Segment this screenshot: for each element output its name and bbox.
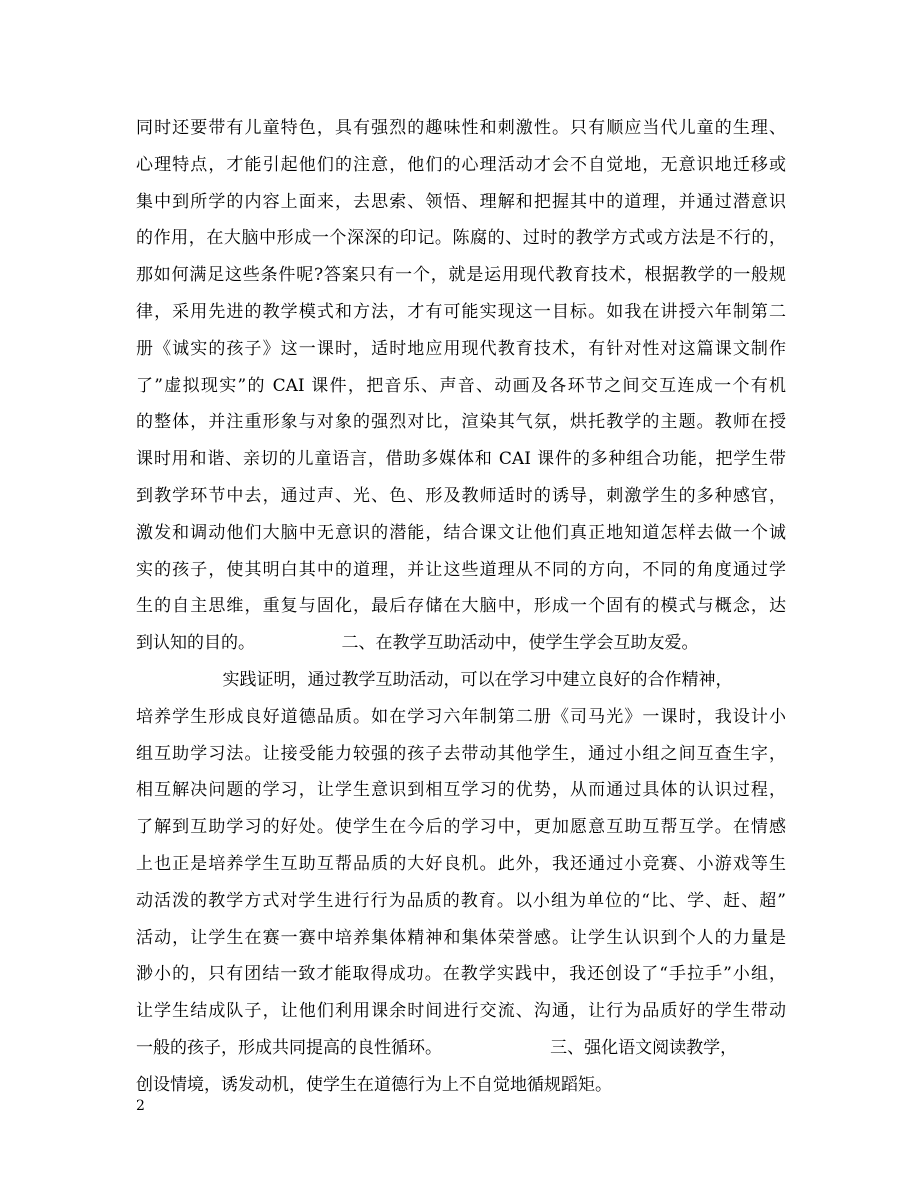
- text-line: 律，采用先进的教学模式和方法，才有可能实现这一目标。如我在讲授六年制第二: [136, 301, 786, 322]
- body-text: [136, 110, 786, 1104]
- text-line: 创设情境，诱发动机，使学生在道德行为上不自觉地循规蹈矩。: [136, 1074, 612, 1095]
- text-line: 组互助学习法。让接受能力较强的孩子去带动其他学生，通过小组之间互查生字，: [136, 743, 786, 764]
- text-line: 生的自主思维，重复与固化，最后存储在大脑中，形成一个固有的模式与概念，达: [136, 596, 786, 617]
- text-line: 那如何满足这些条件呢?答案只有一个，就是运用现代教育技术，根据教学的一般规: [136, 265, 786, 286]
- text-line: 到教学环节中去，通过声、光、色、形及教师适时的诱导，刺激学生的多种感官，: [136, 485, 786, 506]
- text-line: 了”虚拟现实”的 CAI 课件，把音乐、声音、动画及各环节之间交互连成一个有机: [136, 375, 786, 396]
- text-line: 集中到所学的内容上面来，去思索、领悟、理解和把握其中的道理，并通过潜意识: [136, 191, 786, 212]
- text-line: 相互解决问题的学习，让学生意识到相互学习的优势，从而通过具体的认识过程，: [136, 780, 786, 801]
- text-line: 心理特点，才能引起他们的注意，他们的心理活动才会不自觉地，无意识地迁移或: [136, 154, 786, 175]
- text-line: 活动，让学生在赛一赛中培养集体精神和集体荣誉感。让学生认识到个人的力量是: [136, 927, 786, 948]
- text-line: 激发和调动他们大脑中无意识的潜能，结合课文让他们真正地知道怎样去做一个诚: [136, 522, 786, 543]
- text-line: 册《诚实的孩子》这一课时，适时地应用现代教育技术，有针对性对这篇课文制作: [136, 338, 786, 359]
- text-line: 了解到互助学习的好处。使学生在今后的学习中，更加愿意互助互帮互学。在情感: [136, 817, 786, 838]
- text-line: 培养学生形成良好道德品质。如在学习六年制第二册《司马光》一课时，我设计小: [136, 706, 786, 727]
- text-line: 动活泼的教学方式对学生进行行为品质的教育。以小组为单位的“比、学、赶、超”: [136, 890, 786, 911]
- text-line: 到认知的目的。 二、在教学互助活动中，使学生学会互助友爱。: [136, 633, 699, 654]
- text-line: 一般的孩子，形成共同提高的良性循环。 三、强化语文阅读教学，: [136, 1037, 738, 1058]
- text-line: 实的孩子，使其明白其中的道理，并让这些道理从不同的方向，不同的角度通过学: [136, 559, 786, 580]
- text-line: 课时用和谐、亲切的儿童语言，借助多媒体和 CAI 课件的多种组合功能，把学生带: [136, 449, 786, 470]
- text-line: 的整体，并注重形象与对象的强烈对比，渲染其气氛，烘托教学的主题。教师在授: [136, 412, 786, 433]
- text-line: 实践证明，通过教学互助活动，可以在学习中建立良好的合作精神，: [136, 669, 733, 690]
- page-number: 2: [136, 1098, 145, 1114]
- text-line: 的作用，在大脑中形成一个深深的印记。陈腐的、过时的教学方式或方法是不行的，: [136, 228, 786, 249]
- text-line: 同时还要带有儿童特色，具有强烈的趣味性和刺激性。只有顺应当代儿童的生理、: [136, 118, 786, 138]
- text-line: 渺小的，只有团结一致才能取得成功。在教学实践中，我还创设了“手拉手”小组，: [136, 964, 786, 985]
- text-line: 上也正是培养学生互助互帮品质的大好良机。此外，我还通过小竞赛、小游戏等生: [136, 853, 786, 874]
- text-line: 让学生结成队子，让他们利用课余时间进行交流、沟通，让行为品质好的学生带动: [136, 1001, 786, 1022]
